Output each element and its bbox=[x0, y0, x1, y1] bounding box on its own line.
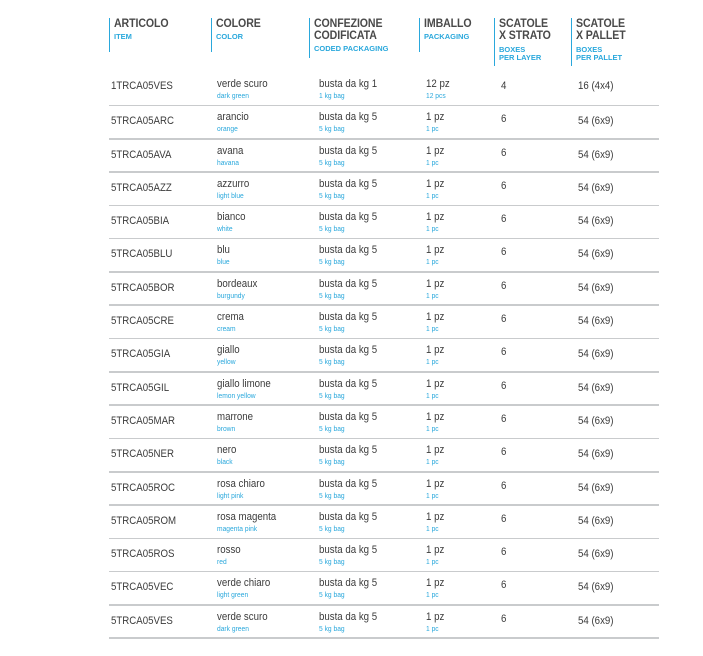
boxes-per-pallet: 54 (6x9) bbox=[578, 315, 614, 328]
color-it: rosso bbox=[217, 544, 241, 557]
imballo-cell bbox=[426, 378, 444, 400]
imballo-cell bbox=[426, 511, 444, 533]
packaging-it: busta da kg 5 bbox=[319, 377, 378, 390]
packaging-cell bbox=[319, 544, 377, 566]
imballo-en: 1 pc bbox=[426, 290, 439, 300]
packaging-it: busta da kg 5 bbox=[319, 177, 378, 190]
color-cell bbox=[217, 611, 268, 633]
packaging-en: 5 kg bag bbox=[319, 157, 345, 167]
color-cell bbox=[217, 511, 276, 533]
imballo-it: 1 pz bbox=[426, 510, 445, 523]
imballo-en: 1 pc bbox=[426, 157, 439, 167]
color-cell bbox=[217, 244, 230, 266]
boxes-per-pallet: 54 (6x9) bbox=[578, 181, 614, 194]
imballo-it: 1 pz bbox=[426, 577, 445, 590]
boxes-per-layer: 6 bbox=[501, 113, 507, 126]
imballo-cell bbox=[426, 577, 444, 599]
packaging-it: busta da kg 5 bbox=[319, 111, 378, 124]
header-strato-it-2: X STRATO bbox=[499, 30, 551, 42]
boxes-per-layer: 4 bbox=[501, 80, 507, 92]
color-cell bbox=[217, 145, 243, 167]
table-row bbox=[109, 406, 659, 439]
packaging-cell bbox=[319, 444, 377, 466]
item-code: 5TRCA05ARC bbox=[111, 115, 174, 128]
item-code: 5TRCA05AVA bbox=[111, 148, 172, 161]
table-header bbox=[109, 0, 659, 70]
boxes-per-layer: 6 bbox=[501, 246, 507, 259]
packaging-it: busta da kg 5 bbox=[319, 311, 378, 324]
color-en: burgundy bbox=[217, 290, 245, 300]
packaging-en: 5 kg bag bbox=[319, 324, 345, 334]
boxes-per-pallet: 54 (6x9) bbox=[578, 215, 614, 228]
table-row bbox=[109, 606, 659, 639]
boxes-per-pallet: 54 (6x9) bbox=[578, 348, 614, 361]
imballo-en: 1 pc bbox=[426, 557, 439, 567]
table-row bbox=[109, 106, 659, 139]
header-scatole-strato bbox=[494, 18, 555, 66]
table-row bbox=[109, 173, 659, 206]
imballo-en: 1 pc bbox=[426, 523, 439, 533]
packaging-en: 5 kg bag bbox=[319, 457, 345, 467]
imballo-cell bbox=[426, 244, 444, 266]
header-confezione-en: CODED PACKAGING bbox=[314, 44, 389, 53]
table-row bbox=[109, 273, 659, 306]
boxes-per-pallet: 54 (6x9) bbox=[578, 281, 614, 294]
boxes-per-layer: 6 bbox=[501, 313, 507, 326]
packaging-cell bbox=[319, 344, 377, 366]
item-code: 5TRCA05GIA bbox=[111, 348, 171, 361]
boxes-per-layer: 6 bbox=[501, 279, 507, 292]
packaging-cell bbox=[319, 478, 377, 500]
imballo-en: 1 pc bbox=[426, 190, 439, 200]
item-code: 5TRCA05AZZ bbox=[111, 181, 172, 194]
item-code: 5TRCA05BOR bbox=[111, 281, 175, 294]
table-row bbox=[109, 306, 659, 339]
color-cell bbox=[217, 344, 240, 366]
boxes-per-layer: 6 bbox=[501, 546, 507, 559]
imballo-cell bbox=[426, 145, 444, 167]
item-code: 5TRCA05VES bbox=[111, 614, 173, 627]
imballo-en: 1 pc bbox=[426, 390, 439, 400]
color-en: light blue bbox=[217, 190, 244, 200]
boxes-per-layer: 6 bbox=[501, 179, 507, 192]
boxes-per-pallet: 54 (6x9) bbox=[578, 414, 614, 427]
boxes-per-layer: 6 bbox=[501, 512, 507, 525]
imballo-en: 1 pc bbox=[426, 324, 439, 334]
header-pallet-en-2: PER PALLET bbox=[576, 53, 623, 62]
imballo-cell bbox=[426, 411, 444, 433]
boxes-per-pallet: 54 (6x9) bbox=[578, 148, 614, 161]
boxes-per-layer: 6 bbox=[501, 612, 507, 625]
imballo-it: 1 pz bbox=[426, 344, 445, 357]
boxes-per-pallet: 16 (4x4) bbox=[578, 80, 614, 92]
color-cell bbox=[217, 78, 268, 100]
color-cell bbox=[217, 211, 246, 233]
packaging-en: 5 kg bag bbox=[319, 124, 345, 134]
table-row bbox=[109, 506, 659, 539]
item-code: 5TRCA05GIL bbox=[111, 381, 170, 394]
imballo-cell bbox=[426, 278, 444, 300]
color-it: bianco bbox=[217, 211, 246, 224]
table-row bbox=[109, 339, 659, 372]
packaging-it: busta da kg 5 bbox=[319, 610, 378, 623]
imballo-it: 1 pz bbox=[426, 544, 445, 557]
color-it: marrone bbox=[217, 410, 254, 423]
color-en: brown bbox=[217, 423, 236, 433]
imballo-cell bbox=[426, 611, 444, 633]
boxes-per-layer: 6 bbox=[501, 479, 507, 492]
color-en: light pink bbox=[217, 490, 244, 500]
packaging-it: busta da kg 5 bbox=[319, 144, 378, 157]
header-articolo-en: ITEM bbox=[114, 32, 132, 41]
color-en: havana bbox=[217, 157, 239, 167]
packaging-cell bbox=[319, 178, 377, 200]
color-it: avana bbox=[217, 144, 244, 157]
color-en: magenta pink bbox=[217, 523, 258, 533]
packaging-it: busta da kg 5 bbox=[319, 444, 378, 457]
imballo-cell bbox=[426, 78, 450, 100]
color-it: rosa magenta bbox=[217, 510, 277, 523]
color-it: blu bbox=[217, 244, 230, 257]
packaging-en: 5 kg bag bbox=[319, 190, 345, 200]
packaging-cell bbox=[319, 511, 377, 533]
packaging-it: busta da kg 5 bbox=[319, 211, 378, 224]
packaging-it: busta da kg 5 bbox=[319, 277, 378, 290]
color-en: light green bbox=[217, 590, 249, 600]
header-confezione-it-1: CONFEZIONE bbox=[314, 18, 383, 30]
imballo-it: 1 pz bbox=[426, 277, 445, 290]
imballo-en: 1 pc bbox=[426, 224, 439, 234]
imballo-en: 1 pc bbox=[426, 623, 439, 633]
table-row bbox=[109, 140, 659, 173]
boxes-per-pallet: 54 (6x9) bbox=[578, 381, 614, 394]
header-pallet-en-1: BOXES bbox=[576, 45, 603, 54]
header-strato-en-1: BOXES bbox=[499, 45, 526, 54]
item-code: 5TRCA05MAR bbox=[111, 414, 176, 427]
color-it: nero bbox=[217, 444, 237, 457]
packaging-it: busta da kg 5 bbox=[319, 477, 378, 490]
boxes-per-layer: 6 bbox=[501, 412, 507, 425]
color-en: red bbox=[217, 557, 227, 567]
imballo-it: 1 pz bbox=[426, 477, 445, 490]
color-it: rosa chiaro bbox=[217, 477, 265, 490]
packaging-en: 5 kg bag bbox=[319, 224, 345, 234]
color-it: verde chiaro bbox=[217, 577, 271, 590]
packaging-en: 5 kg bag bbox=[319, 257, 345, 267]
item-code: 5TRCA05ROM bbox=[111, 514, 177, 527]
imballo-cell bbox=[426, 444, 444, 466]
color-it: verde scuro bbox=[217, 78, 268, 90]
table-row bbox=[109, 539, 659, 572]
color-it: giallo bbox=[217, 344, 240, 357]
packaging-it: busta da kg 5 bbox=[319, 344, 378, 357]
color-it: crema bbox=[217, 311, 244, 324]
imballo-it: 1 pz bbox=[426, 211, 445, 224]
table-row bbox=[109, 239, 659, 272]
color-en: dark green bbox=[217, 623, 249, 633]
color-it: arancio bbox=[217, 111, 249, 124]
imballo-it: 1 pz bbox=[426, 610, 445, 623]
color-cell bbox=[217, 311, 244, 333]
imballo-en: 1 pc bbox=[426, 124, 439, 134]
packaging-cell bbox=[319, 78, 377, 100]
packaging-it: busta da kg 1 bbox=[319, 78, 378, 90]
header-confezione bbox=[309, 18, 388, 58]
imballo-cell bbox=[426, 544, 444, 566]
packaging-en: 5 kg bag bbox=[319, 357, 345, 367]
header-articolo-it: ARTICOLO bbox=[114, 18, 169, 30]
packaging-cell bbox=[319, 411, 377, 433]
imballo-cell bbox=[426, 111, 444, 133]
packaging-en: 5 kg bag bbox=[319, 390, 345, 400]
imballo-it: 1 pz bbox=[426, 144, 445, 157]
color-it: giallo limone bbox=[217, 377, 271, 390]
packaging-cell bbox=[319, 111, 377, 133]
packaging-cell bbox=[319, 577, 377, 599]
imballo-en: 1 pc bbox=[426, 357, 439, 367]
header-colore bbox=[211, 18, 265, 52]
header-imballo bbox=[419, 18, 476, 52]
header-pallet-it-1: SCATOLE bbox=[576, 18, 625, 30]
boxes-per-pallet: 54 (6x9) bbox=[578, 514, 614, 527]
color-cell bbox=[217, 577, 270, 599]
imballo-en: 1 pc bbox=[426, 490, 439, 500]
boxes-per-layer: 6 bbox=[501, 146, 507, 159]
header-strato-en-2: PER LAYER bbox=[499, 53, 542, 62]
packaging-it: busta da kg 5 bbox=[319, 544, 378, 557]
imballo-it: 1 pz bbox=[426, 177, 445, 190]
boxes-per-layer: 6 bbox=[501, 446, 507, 459]
packaging-en: 5 kg bag bbox=[319, 490, 345, 500]
color-en: blue bbox=[217, 257, 230, 267]
imballo-en: 1 pc bbox=[426, 590, 439, 600]
color-cell bbox=[217, 411, 253, 433]
color-cell bbox=[217, 478, 265, 500]
boxes-per-layer: 6 bbox=[501, 579, 507, 592]
header-articolo bbox=[109, 18, 173, 52]
imballo-it: 1 pz bbox=[426, 111, 445, 124]
imballo-it: 1 pz bbox=[426, 410, 445, 423]
imballo-it: 12 pz bbox=[426, 78, 450, 90]
imballo-cell bbox=[426, 344, 444, 366]
header-colore-it: COLORE bbox=[216, 18, 261, 30]
imballo-cell bbox=[426, 178, 444, 200]
item-code: 5TRCA05CRE bbox=[111, 315, 174, 328]
packaging-it: busta da kg 5 bbox=[319, 244, 378, 257]
table-row bbox=[109, 373, 659, 406]
table-row bbox=[109, 572, 659, 605]
color-en: dark green bbox=[217, 91, 249, 100]
packaging-en: 5 kg bag bbox=[319, 423, 345, 433]
imballo-cell bbox=[426, 478, 444, 500]
imballo-cell bbox=[426, 311, 444, 333]
packaging-it: busta da kg 5 bbox=[319, 577, 378, 590]
packaging-cell bbox=[319, 311, 377, 333]
header-strato-it-1: SCATOLE bbox=[499, 18, 548, 30]
item-code: 5TRCA05ROS bbox=[111, 548, 175, 561]
imballo-it: 1 pz bbox=[426, 244, 445, 257]
imballo-en: 1 pc bbox=[426, 457, 439, 467]
packaging-en: 5 kg bag bbox=[319, 290, 345, 300]
packaging-cell bbox=[319, 145, 377, 167]
color-en: black bbox=[217, 457, 233, 467]
boxes-per-pallet: 54 (6x9) bbox=[578, 248, 614, 261]
imballo-cell bbox=[426, 211, 444, 233]
packaging-cell bbox=[319, 278, 377, 300]
imballo-it: 1 pz bbox=[426, 311, 445, 324]
color-cell bbox=[217, 178, 249, 200]
color-en: orange bbox=[217, 124, 238, 134]
boxes-per-pallet: 54 (6x9) bbox=[578, 448, 614, 461]
packaging-it: busta da kg 5 bbox=[319, 510, 378, 523]
color-cell bbox=[217, 444, 236, 466]
item-code: 5TRCA05NER bbox=[111, 448, 174, 461]
color-cell bbox=[217, 111, 249, 133]
color-cell bbox=[217, 278, 257, 300]
boxes-per-layer: 6 bbox=[501, 379, 507, 392]
boxes-per-pallet: 54 (6x9) bbox=[578, 614, 614, 627]
item-code: 5TRCA05BIA bbox=[111, 215, 170, 228]
header-scatole-pallet bbox=[571, 18, 630, 66]
table-row bbox=[109, 439, 659, 472]
item-code: 5TRCA05ROC bbox=[111, 481, 176, 494]
item-code: 5TRCA05VEC bbox=[111, 581, 174, 594]
header-imballo-it: IMBALLO bbox=[424, 18, 472, 30]
header-colore-en: COLOR bbox=[216, 32, 244, 41]
packaging-en: 5 kg bag bbox=[319, 623, 345, 633]
boxes-per-pallet: 54 (6x9) bbox=[578, 115, 614, 128]
boxes-per-layer: 6 bbox=[501, 213, 507, 226]
boxes-per-layer: 6 bbox=[501, 346, 507, 359]
color-it: azzurro bbox=[217, 177, 250, 190]
table-row bbox=[109, 206, 659, 239]
packaging-cell bbox=[319, 244, 377, 266]
color-en: white bbox=[217, 224, 233, 234]
packaging-en: 5 kg bag bbox=[319, 590, 345, 600]
product-table bbox=[109, 0, 659, 633]
header-pallet-it-2: X PALLET bbox=[576, 30, 626, 42]
header-imballo-en: PACKAGING bbox=[424, 32, 470, 41]
header-confezione-it-2: CODIFICATA bbox=[314, 30, 377, 42]
boxes-per-pallet: 54 (6x9) bbox=[578, 481, 614, 494]
color-en: cream bbox=[217, 324, 236, 334]
boxes-per-pallet: 54 (6x9) bbox=[578, 581, 614, 594]
packaging-cell bbox=[319, 211, 377, 233]
imballo-en: 12 pcs bbox=[426, 91, 446, 100]
table-body bbox=[109, 73, 659, 639]
item-code: 1TRCA05VES bbox=[111, 80, 173, 92]
color-en: yellow bbox=[217, 357, 236, 367]
color-it: bordeaux bbox=[217, 277, 258, 290]
color-it: verde scuro bbox=[217, 610, 268, 623]
boxes-per-pallet: 54 (6x9) bbox=[578, 548, 614, 561]
color-en: lemon yellow bbox=[217, 390, 256, 400]
packaging-it: busta da kg 5 bbox=[319, 410, 378, 423]
table-row bbox=[109, 473, 659, 506]
color-cell bbox=[217, 378, 271, 400]
imballo-en: 1 pc bbox=[426, 257, 439, 267]
imballo-it: 1 pz bbox=[426, 377, 445, 390]
packaging-en: 1 kg bag bbox=[319, 91, 345, 100]
packaging-en: 5 kg bag bbox=[319, 557, 345, 567]
packaging-cell bbox=[319, 378, 377, 400]
imballo-en: 1 pc bbox=[426, 423, 439, 433]
item-code: 5TRCA05BLU bbox=[111, 248, 173, 261]
packaging-cell bbox=[319, 611, 377, 633]
imballo-it: 1 pz bbox=[426, 444, 445, 457]
table-row bbox=[109, 73, 659, 106]
packaging-en: 5 kg bag bbox=[319, 523, 345, 533]
color-cell bbox=[217, 544, 241, 566]
